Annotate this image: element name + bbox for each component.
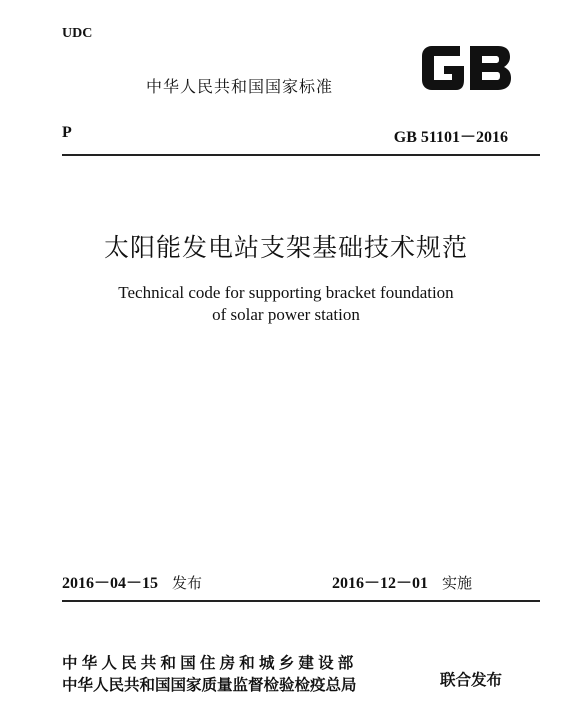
national-standard-heading: 中华人民共和国国家标准 [146, 77, 334, 96]
standard-number: GB 51101－2016 [393, 129, 508, 146]
implement-date-block [332, 570, 472, 593]
title-english [0, 282, 572, 326]
bottom-divider [62, 600, 540, 602]
udc-label: UDC [62, 26, 93, 41]
implement-label: 实施 [442, 574, 473, 592]
issue-label: 发布 [172, 574, 203, 592]
authority-2: 中华人民共和国国家质量监督检验检疫总局 [62, 676, 357, 694]
issue-date-block [62, 570, 202, 593]
joint-issue-label: 联合发布 [440, 671, 503, 689]
title-english-line-1: Technical code for supporting bracket foundation [118, 283, 454, 302]
gb-logo [418, 40, 514, 96]
issue-date: 2016－04－15 [62, 575, 159, 592]
title-english-line-2: of solar power station [212, 305, 360, 324]
authority-1: 中华人民共和国住房和城乡建设部 [62, 654, 358, 672]
implement-date: 2016－12－01 [332, 575, 429, 592]
issuing-authorities [62, 652, 358, 696]
top-divider [62, 154, 540, 156]
title-chinese: 太阳能发电站支架基础技术规范 [103, 233, 468, 262]
category-code: P [62, 124, 72, 141]
